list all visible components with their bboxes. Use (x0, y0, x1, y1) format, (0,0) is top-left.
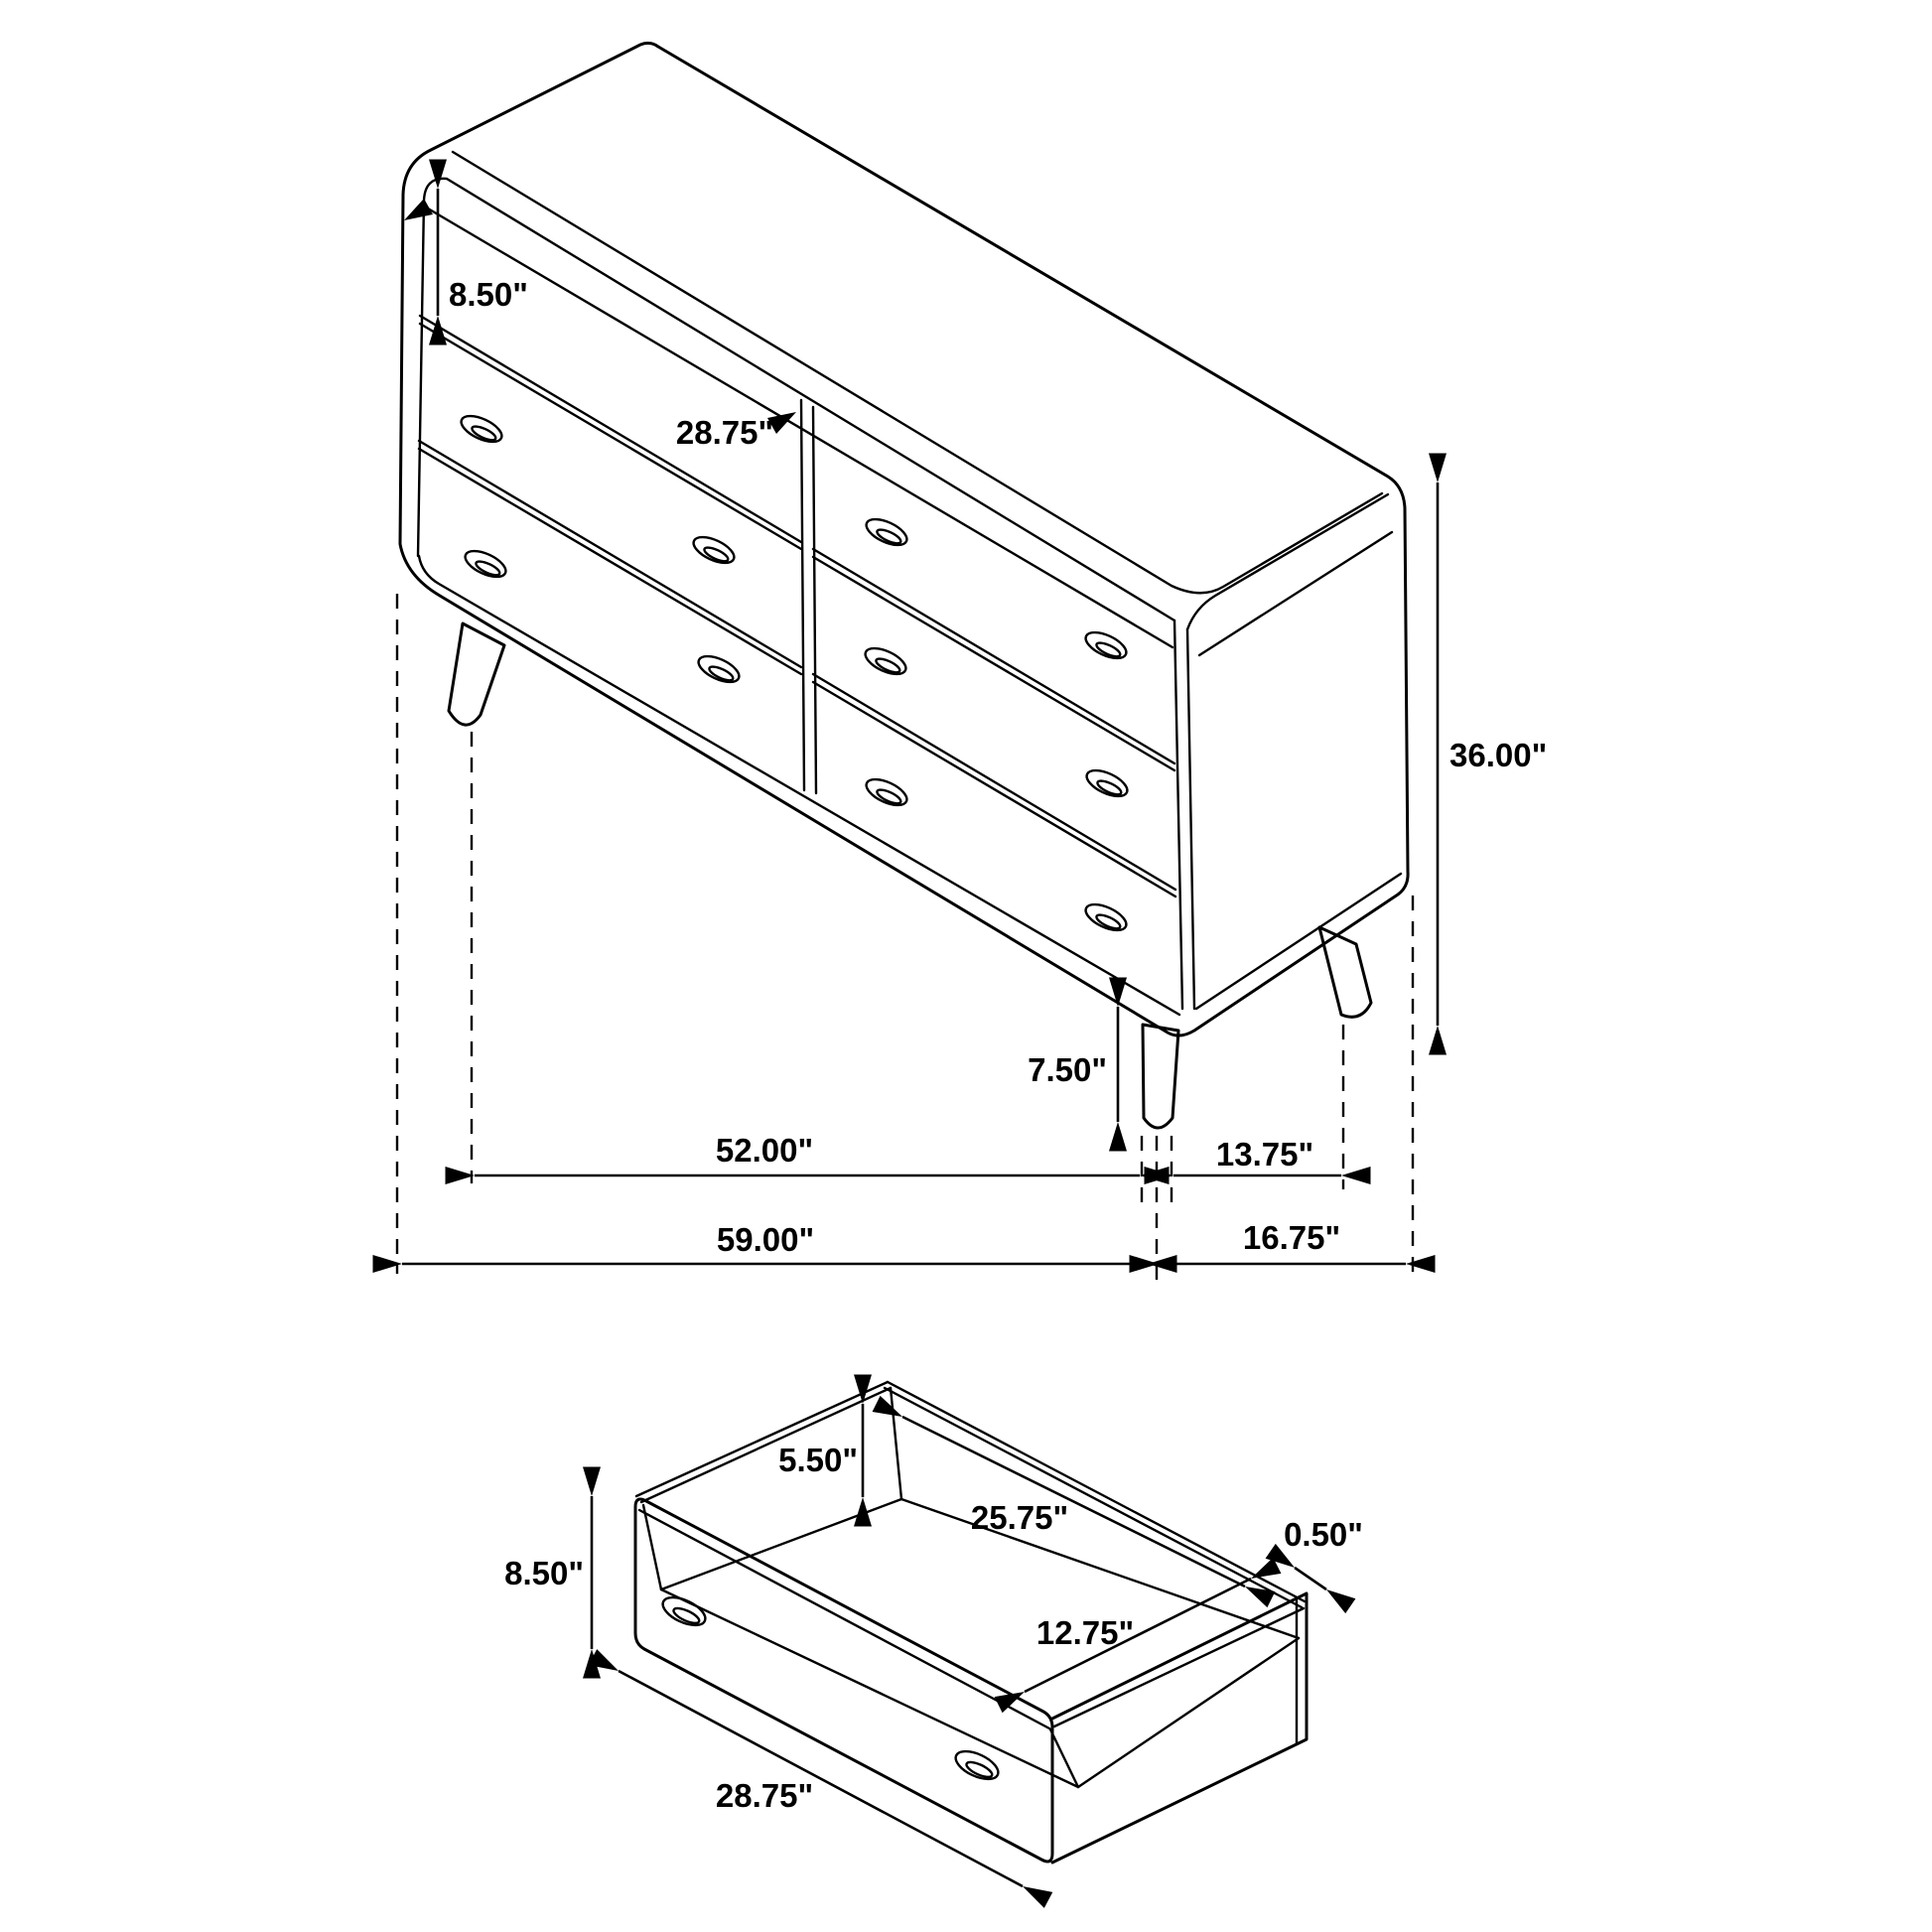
dresser-bottom-edge-right (1196, 874, 1401, 1009)
drawer-front-panel (635, 1499, 1052, 1862)
drawer-handle-left (659, 1591, 710, 1630)
handle-left-d2-l (458, 411, 505, 448)
handle-right-d2-r (1083, 765, 1131, 802)
handle-left-d3-r (695, 651, 743, 688)
handle-right-d3-l (863, 774, 910, 811)
dresser-front-right-edge-a (1174, 621, 1182, 1009)
drawer-front-top-edge2 (639, 1510, 1049, 1728)
handle-right-d3-r (1082, 899, 1130, 936)
drawer-inner-back-left-corner (891, 1388, 901, 1499)
leg-front-right (1143, 1025, 1178, 1128)
dim-label-drawer-front-height: 8.50" (504, 1555, 584, 1591)
dresser-bottom-edge-front (419, 556, 1179, 1015)
handle-right-d1-r (1082, 627, 1130, 664)
dresser-divider-line-a (801, 400, 804, 790)
dresser-top-right-edge (1187, 494, 1388, 629)
leg-front-left (449, 623, 504, 725)
dresser-handles (458, 411, 1131, 936)
drawer-box-dimensions (504, 1404, 1363, 1886)
drawer-inner-front-right-corner (1050, 1729, 1078, 1787)
dim-label-wall-thickness: 0.50" (1284, 1516, 1363, 1553)
drawer-back-wall-top-b (885, 1388, 1302, 1607)
dim-inner-length-line (902, 1417, 1245, 1587)
dim-label-inner-length: 25.75" (970, 1499, 1069, 1536)
handle-left-d3-l (462, 546, 509, 583)
dresser-front-top-band (428, 208, 1173, 647)
dresser-front-right-edge-b (1187, 629, 1194, 1009)
dresser-top-face-inset (453, 152, 1382, 593)
dresser-separator2-left-a (419, 441, 801, 667)
dim-label-overall-depth: 16.75" (1242, 1219, 1341, 1256)
dresser-front-top-edge (418, 179, 1174, 621)
dim-label-drawer-height: 8.50" (449, 276, 528, 313)
handle-left-d2-r (690, 532, 738, 569)
dim-label-outer-width: 28.75" (715, 1777, 814, 1814)
dresser-figure (400, 43, 1408, 1128)
drawer-left-wall-top-a (636, 1382, 888, 1496)
dresser-divider-line-b (813, 407, 816, 793)
drawer-floor-left-edge (661, 1499, 901, 1589)
dresser-dimensions (397, 189, 1547, 1289)
dim-outer-width-line (619, 1671, 1023, 1886)
dresser-right-top-band (1199, 532, 1392, 655)
dim-label-front-leg-span: 52.00" (715, 1132, 814, 1169)
dim-label-inner-depth: 12.75" (1035, 1614, 1135, 1651)
dim-label-drawer-width: 28.75" (675, 414, 774, 451)
dim-label-leg-height: 7.50" (1028, 1051, 1107, 1088)
dim-label-inner-height: 5.50" (778, 1442, 858, 1478)
drawer-floor-right-edge (1078, 1638, 1299, 1787)
dim-label-overall-width: 59.00" (716, 1221, 815, 1258)
dim-wall-thickness-line (1295, 1568, 1326, 1589)
handle-right-d2-l (862, 643, 909, 680)
drawer-handle-right (952, 1745, 1003, 1784)
dresser-silhouette (400, 43, 1408, 1035)
dim-drawer-width-arrow-sw (404, 199, 433, 220)
dim-label-overall-height: 36.00" (1449, 737, 1548, 773)
handle-right-d1-l (863, 514, 910, 551)
dim-label-side-leg-span: 13.75" (1215, 1136, 1314, 1173)
